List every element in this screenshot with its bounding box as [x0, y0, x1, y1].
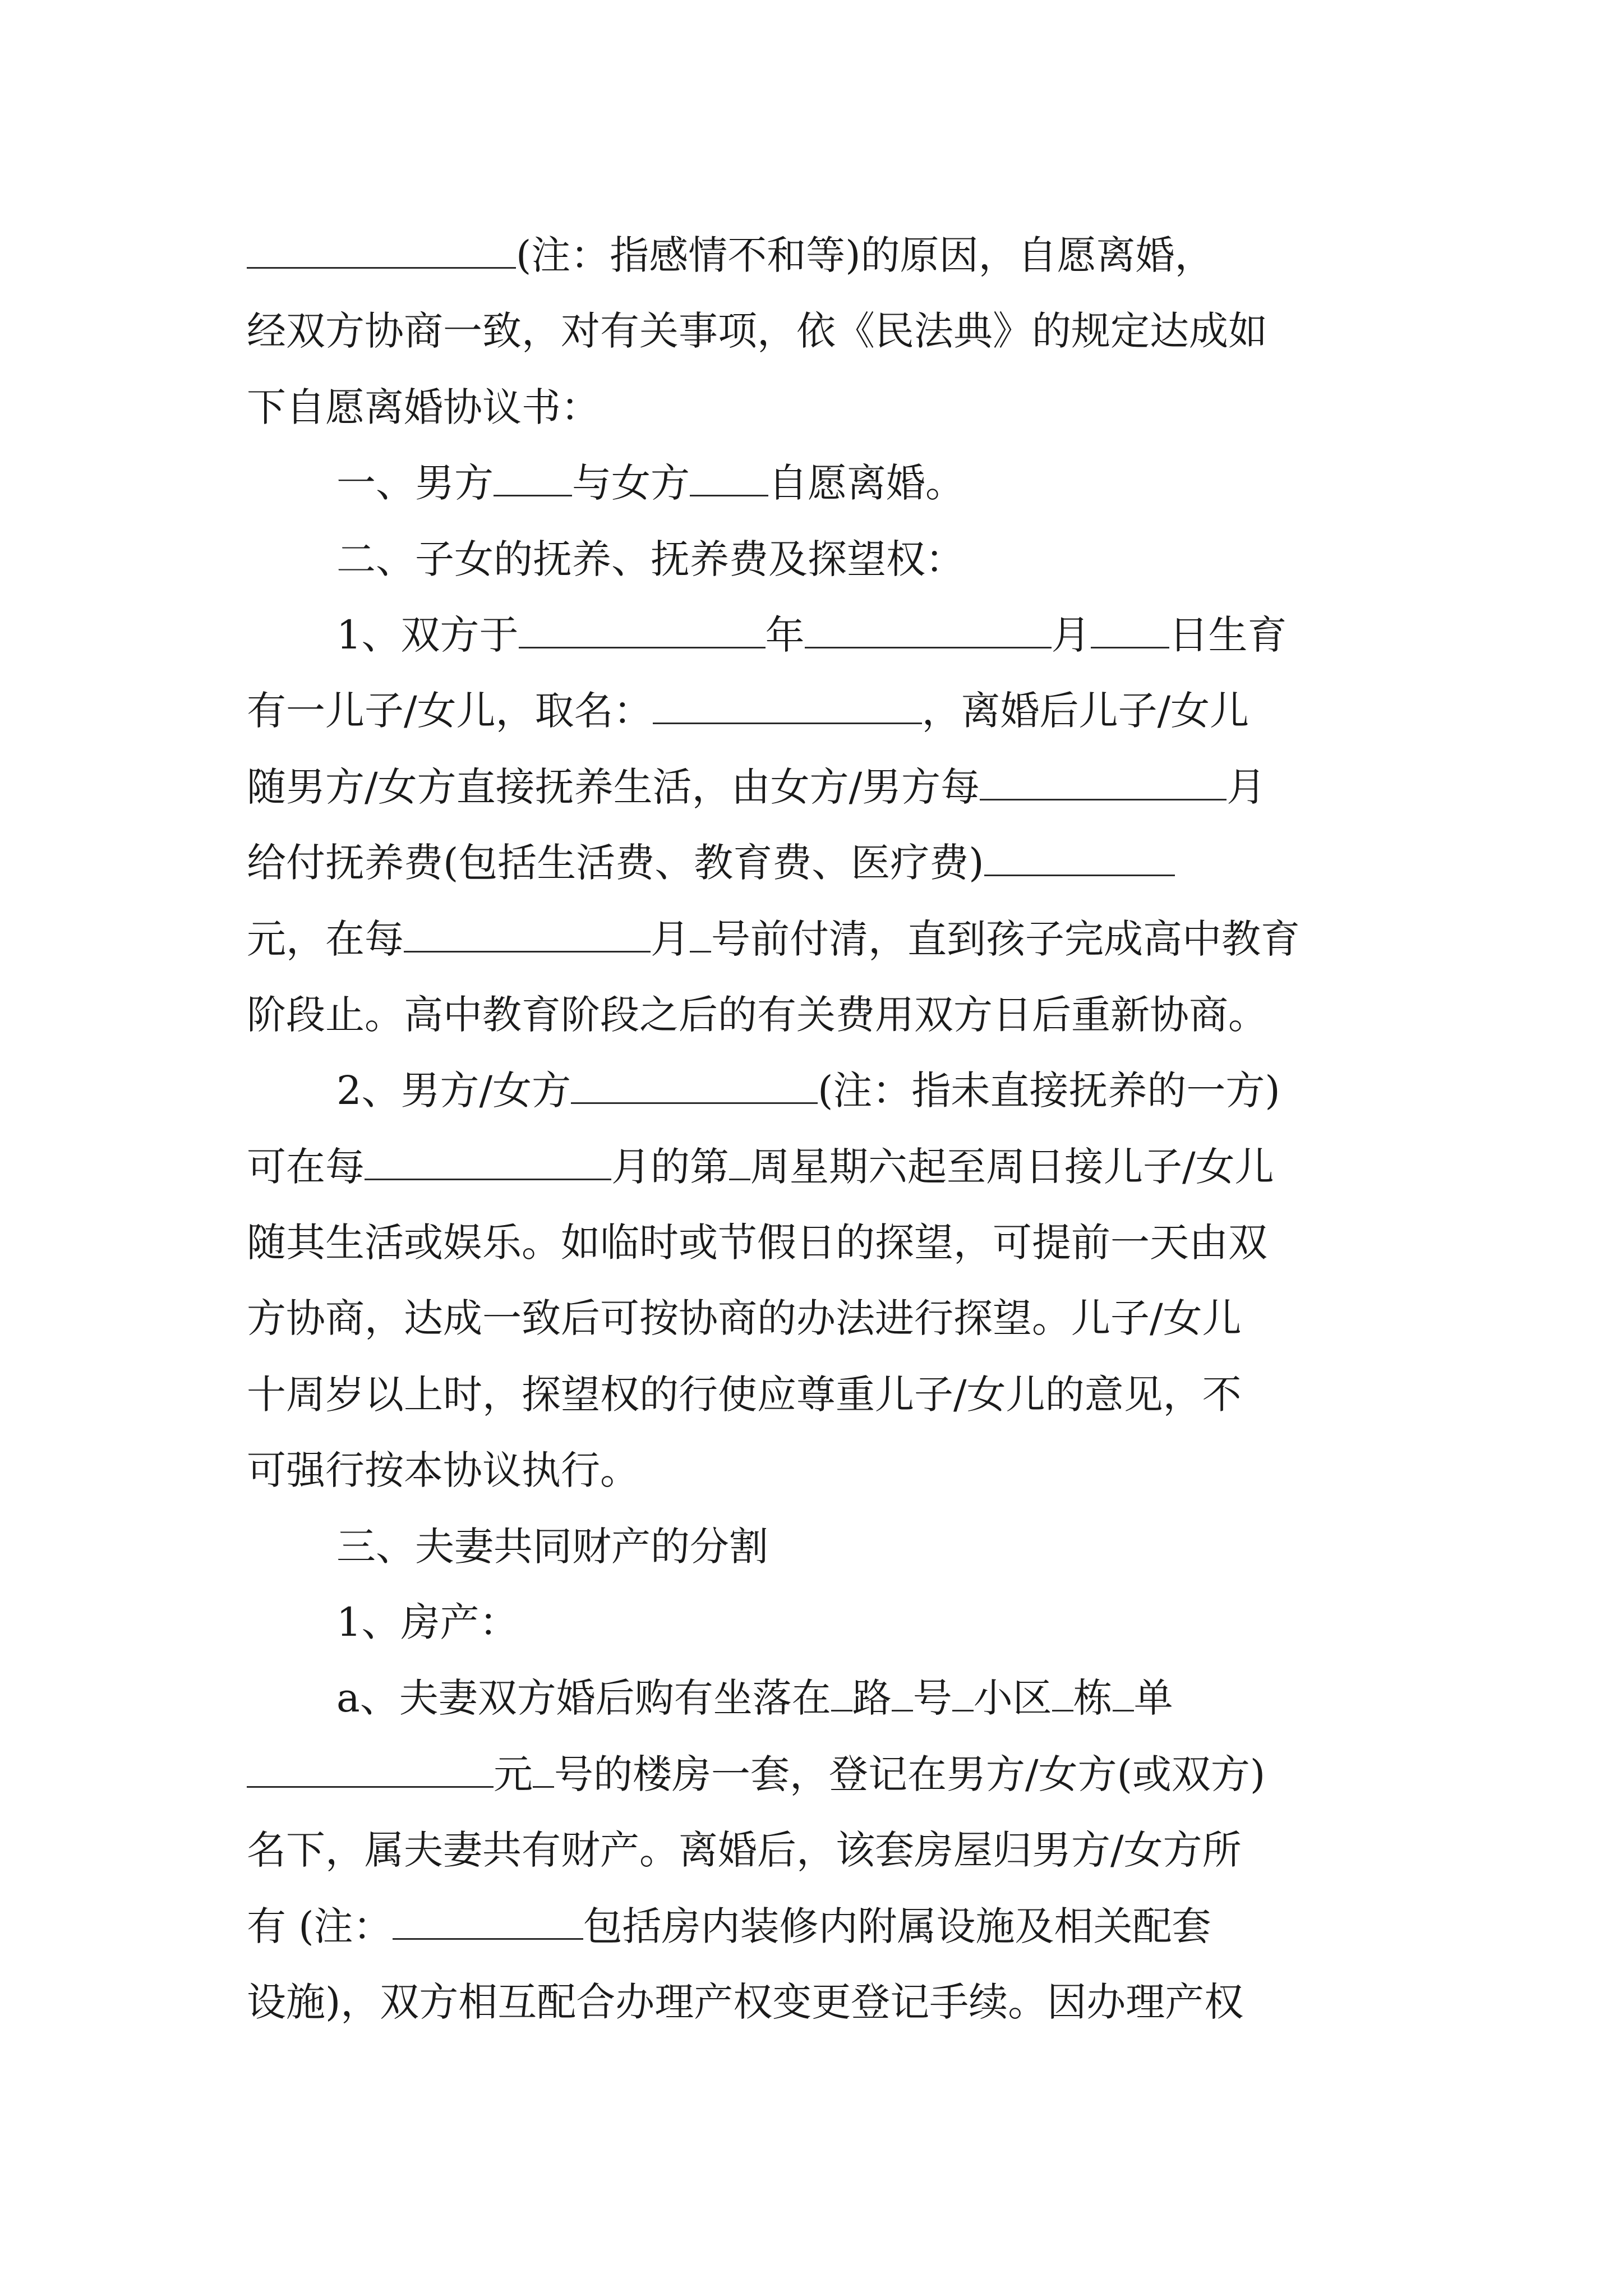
paragraph-line	[247, 1812, 1385, 1888]
fill-blank	[952, 1686, 974, 1711]
text-segment: 月	[1051, 611, 1091, 658]
text-segment: 栋	[1073, 1675, 1113, 1722]
fill-blank	[247, 243, 516, 269]
paragraph-line	[247, 673, 1385, 749]
text-segment: 一、男方	[336, 460, 494, 507]
text-segment: 号	[912, 1675, 952, 1722]
text-segment: (注：指感情不和等)的原因，自愿离婚，	[516, 232, 1214, 278]
paragraph-line	[247, 977, 1385, 1053]
text-segment: 元，在每	[247, 915, 404, 962]
paragraph-line	[247, 293, 1385, 369]
text-segment: 与女方	[572, 460, 690, 507]
paragraph-line	[247, 1357, 1385, 1433]
fill-blank	[393, 1915, 583, 1940]
text-segment: 阶段止。高中教育阶段之后的有关费用双方日后重新协商。	[247, 991, 1267, 1038]
fill-blank	[892, 1686, 913, 1711]
paragraph-line	[247, 1205, 1385, 1281]
paragraph-line	[247, 597, 1385, 673]
fill-blank	[980, 775, 1227, 800]
paragraph-line	[247, 1964, 1385, 2040]
text-segment: 随其生活或娱乐。如临时或节假日的探望，可提前一天由双	[247, 1220, 1267, 1266]
text-segment: 月的第	[611, 1143, 729, 1190]
fill-blank	[1091, 623, 1169, 648]
paragraph-line	[247, 1053, 1385, 1129]
text-segment: 1、双方于	[336, 611, 519, 658]
fill-blank	[494, 471, 572, 496]
text-segment: 日生育	[1169, 611, 1287, 658]
fill-blank	[729, 1155, 750, 1180]
text-segment: 设施)，双方相互配合办理产权变更登记手续。因办理产权	[247, 1978, 1244, 2025]
fill-blank	[831, 1686, 852, 1711]
fill-blank	[533, 1763, 554, 1788]
text-segment: 可在每	[247, 1143, 365, 1190]
paragraph-line	[247, 1433, 1385, 1508]
paragraph-line	[247, 1737, 1385, 1812]
fill-blank	[571, 1079, 818, 1104]
text-segment: a、夫妻双方婚后购有坐落在	[336, 1675, 831, 1722]
paragraph-line	[247, 901, 1385, 977]
text-segment: 可强行按本协议执行。	[247, 1447, 639, 1494]
text-segment: 路	[852, 1675, 892, 1722]
paragraph-line	[247, 370, 1385, 445]
text-segment: 方协商，达成一致后可按协商的办法进行探望。儿子/女儿	[247, 1295, 1242, 1342]
fill-blank	[1113, 1686, 1134, 1711]
paragraph-line	[247, 1129, 1385, 1205]
text-segment: 经双方协商一致，对有关事项，依《民法典》的规定达成如	[247, 308, 1267, 355]
fill-blank	[984, 851, 1175, 876]
section-heading	[247, 445, 1385, 521]
text-segment: 十周岁以上时，探望权的行使应尊重儿子/女儿的意见，不	[247, 1371, 1242, 1418]
fill-blank	[247, 1763, 494, 1788]
section-heading	[247, 1585, 1385, 1660]
fill-blank	[690, 471, 768, 496]
text-segment: 小区	[973, 1675, 1052, 1722]
text-segment: 二、子女的抚养、抚养费及探望权：	[336, 536, 965, 582]
agreement-body	[247, 218, 1385, 2040]
text-segment: 包括房内装修内附属设施及相关配套	[583, 1903, 1211, 1949]
text-segment: 名下，属夫妻共有财产。离婚后，该套房屋归男方/女方所	[247, 1827, 1242, 1874]
paragraph-line	[247, 825, 1385, 901]
paragraph-line	[247, 749, 1385, 825]
fill-blank	[404, 927, 651, 953]
fill-blank	[1052, 1686, 1073, 1711]
section-heading	[247, 1509, 1385, 1585]
text-segment: 号前付清，直到孩子完成高中教育	[711, 915, 1300, 962]
text-segment: 三、夫妻共同财产的分割	[336, 1523, 768, 1570]
text-segment: 单	[1133, 1675, 1173, 1722]
text-segment: ，离婚后儿子/女儿	[921, 688, 1249, 734]
text-segment: 随男方/女方直接抚养生活，由女方/男方每	[247, 763, 980, 810]
text-segment: 2、男方/女方	[336, 1068, 571, 1114]
text-segment: 下自愿离婚协议书：	[247, 384, 600, 430]
text-segment: 月	[1227, 763, 1266, 810]
text-segment: 号的楼房一套，登记在男方/女方(或双方)	[554, 1751, 1266, 1797]
text-segment: 月	[651, 915, 690, 962]
fill-blank	[805, 623, 1052, 648]
fill-blank	[653, 699, 922, 724]
text-segment: 有 (注：	[247, 1903, 393, 1949]
fill-blank	[690, 927, 711, 953]
paragraph-line	[247, 1281, 1385, 1356]
text-segment: 周星期六起至周日接儿子/女儿	[750, 1143, 1274, 1190]
fill-blank	[365, 1155, 611, 1180]
text-segment: 自愿离婚。	[768, 460, 965, 507]
text-segment: 年	[765, 611, 805, 658]
text-segment: 给付抚养费(包括生活费、教育费、医疗费)	[247, 840, 984, 886]
section-heading	[247, 522, 1385, 597]
text-segment: (注：指未直接抚养的一方)	[818, 1068, 1280, 1114]
text-segment: 有一儿子/女儿，取名：	[247, 688, 653, 734]
paragraph-line	[247, 1889, 1385, 1964]
fill-blank	[519, 623, 766, 648]
text-segment: 元	[494, 1751, 533, 1797]
paragraph-line	[247, 1660, 1385, 1736]
text-segment: 1、房产：	[336, 1599, 519, 1646]
paragraph-line	[247, 218, 1385, 293]
